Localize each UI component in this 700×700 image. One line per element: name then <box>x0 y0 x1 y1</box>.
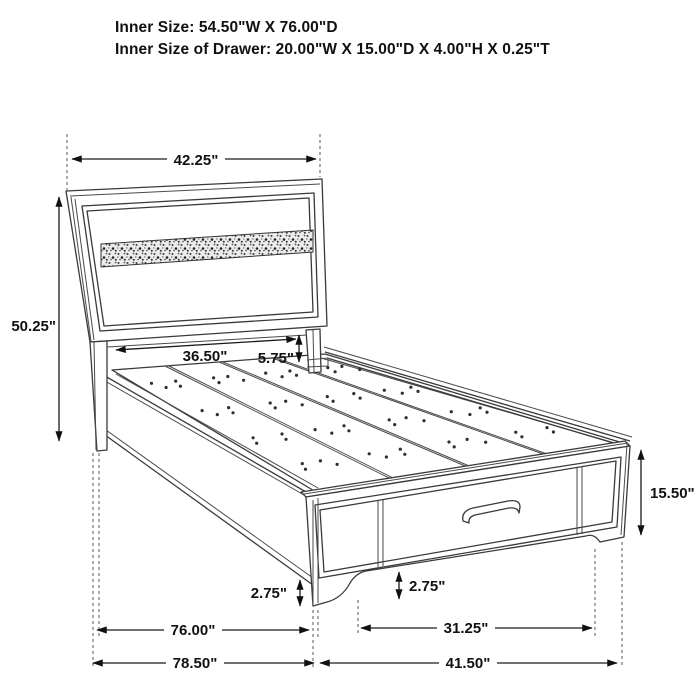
dim-drawer-section <box>361 619 592 637</box>
drawer-size-text: Inner Size of Drawer: 20.00"W X 15.00"D X 4.00"H X 0.25"T <box>115 41 550 58</box>
screw-hole-dot <box>399 448 402 451</box>
headboard-leg-right <box>306 329 328 373</box>
screw-hole-dot <box>422 419 425 422</box>
dim-label-drawer-section: 31.25" <box>443 620 489 637</box>
dim-label-headboard-height: 50.25" <box>11 318 56 335</box>
screw-hole-dot <box>401 392 404 395</box>
screw-hole-dot <box>150 382 153 385</box>
dim-overall-length <box>93 654 314 672</box>
screw-hole-dot <box>280 432 283 435</box>
screw-hole-dot <box>468 413 471 416</box>
screw-hole-dot <box>479 406 482 409</box>
screw-hole-dot <box>403 453 406 456</box>
screw-hole-dot <box>330 432 333 435</box>
screw-hole-dot <box>252 436 255 439</box>
screw-hole-dot <box>269 401 272 404</box>
screw-hole-dot <box>485 411 488 414</box>
screw-hole-dot <box>255 442 258 445</box>
screw-hole-dot <box>216 413 219 416</box>
screw-hole-dot <box>385 455 388 458</box>
screw-hole-dot <box>514 431 517 434</box>
screw-hole-dot <box>453 445 456 448</box>
screw-hole-dot <box>174 380 177 383</box>
screw-hole-dot <box>165 386 168 389</box>
screw-hole-dot <box>332 400 335 403</box>
dim-label-headboard-gap: 5.75" <box>257 350 294 367</box>
screw-hole-dot <box>466 438 469 441</box>
screw-hole-dot <box>304 468 307 471</box>
screw-hole-dot <box>347 429 350 432</box>
inner-size-text: Inner Size: 54.50"W X 76.00"D <box>115 19 338 36</box>
dim-foot-clearance <box>399 572 445 599</box>
screw-hole-dot <box>450 410 453 413</box>
screw-hole-dot <box>545 426 548 429</box>
screw-hole-dot <box>326 395 329 398</box>
dim-label-headboard-inner-width: 36.50" <box>182 348 228 365</box>
screw-hole-dot <box>284 438 287 441</box>
screw-hole-dot <box>484 441 487 444</box>
screw-hole-dot <box>201 409 204 412</box>
screw-hole-dot <box>242 379 245 382</box>
dim-label-foot-clearance: 2.75" <box>409 578 446 595</box>
screw-hole-dot <box>301 403 304 406</box>
screw-hole-dot <box>319 459 322 462</box>
dim-label-rail-clearance: 2.75" <box>250 585 287 602</box>
screw-hole-dot <box>359 397 362 400</box>
screw-hole-dot <box>281 375 284 378</box>
dim-rail-clearance <box>251 580 300 606</box>
screw-hole-dot <box>314 428 317 431</box>
screw-hole-dot <box>231 411 234 414</box>
screw-hole-dot <box>416 390 419 393</box>
screw-hole-dot <box>212 376 215 379</box>
screw-hole-dot <box>264 372 267 375</box>
screw-hole-dot <box>217 381 220 384</box>
screw-hole-dot <box>405 416 408 419</box>
screw-hole-dot <box>301 462 304 465</box>
headboard-leg-left <box>90 341 107 451</box>
dim-overall-width <box>320 654 617 672</box>
screw-hole-dot <box>179 385 182 388</box>
screw-hole-dot <box>447 440 450 443</box>
dim-headboard-width <box>72 150 316 169</box>
dim-label-overall-length: 78.50" <box>172 655 218 672</box>
screw-hole-dot <box>409 386 412 389</box>
screw-hole-dot <box>340 365 343 368</box>
dim-footboard-height <box>641 450 695 535</box>
dim-label-footboard-height: 15.50" <box>650 485 695 502</box>
screw-hole-dot <box>336 463 339 466</box>
screw-hole-dot <box>274 406 277 409</box>
screw-hole-dot <box>383 389 386 392</box>
screw-hole-dot <box>342 424 345 427</box>
screw-hole-dot <box>552 430 555 433</box>
dim-label-headboard-width: 42.25" <box>173 152 219 169</box>
dim-headboard-height <box>11 197 59 441</box>
screw-hole-dot <box>352 392 355 395</box>
screw-hole-dot <box>334 370 337 373</box>
screw-hole-dot <box>227 406 230 409</box>
dim-label-inner-length: 76.00" <box>170 622 216 639</box>
screw-hole-dot <box>388 418 391 421</box>
screw-hole-dot <box>288 369 291 372</box>
dim-inner-length <box>97 621 309 639</box>
dim-label-overall-width: 41.50" <box>445 655 491 672</box>
screw-hole-dot <box>393 423 396 426</box>
screw-hole-dot <box>520 435 523 438</box>
screw-hole-dot <box>295 374 298 377</box>
screw-hole-dot <box>284 400 287 403</box>
screw-hole-dot <box>226 375 229 378</box>
screw-hole-dot <box>368 452 371 455</box>
